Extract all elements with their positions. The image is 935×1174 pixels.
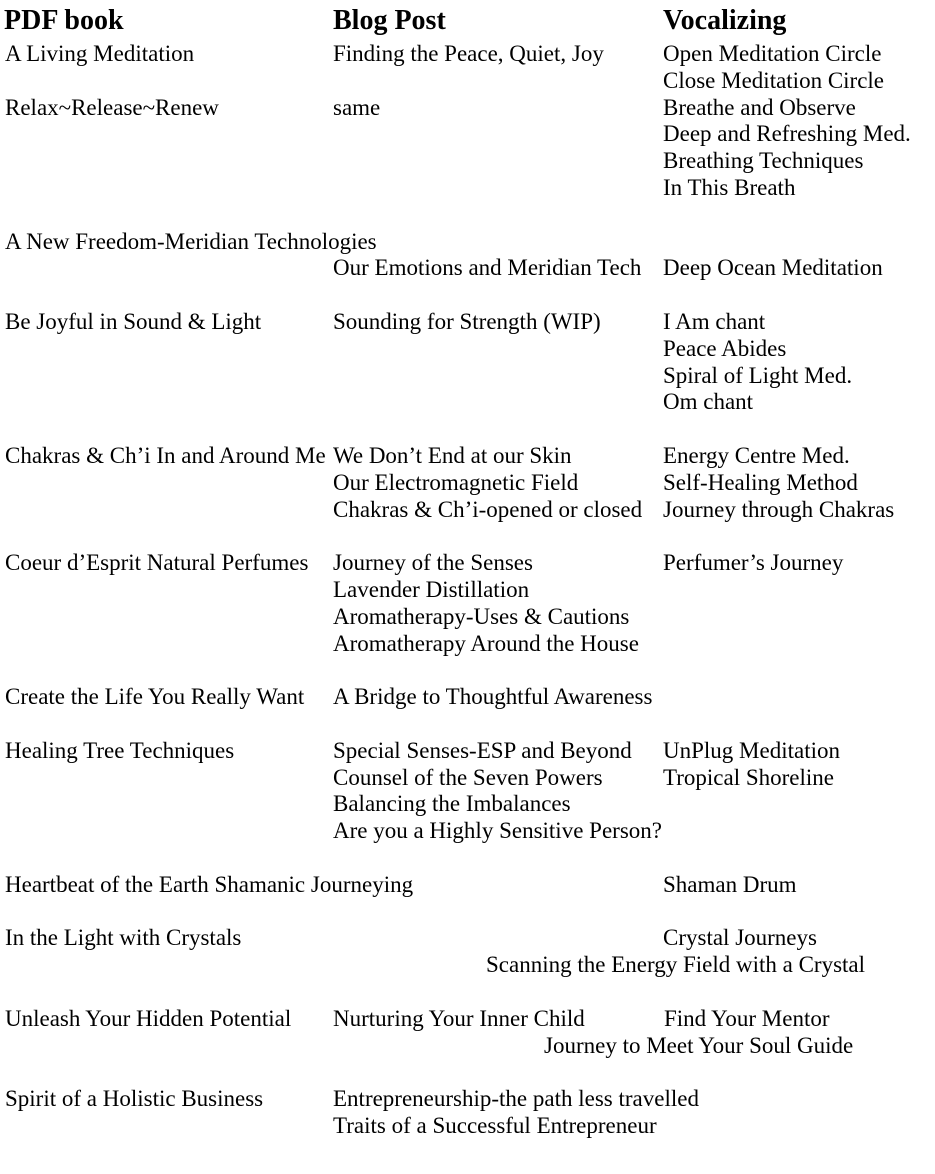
text-line-vocalizing: Self-Healing Method bbox=[663, 470, 858, 495]
text-line-pdf-book: A New Freedom-Meridian Technologies bbox=[5, 229, 377, 254]
text-line-vocalizing: Energy Centre Med. bbox=[663, 443, 850, 468]
text-line-pdf-book: Unleash Your Hidden Potential bbox=[5, 1006, 292, 1031]
text-line-pdf-book: Heartbeat of the Earth Shamanic Journeying bbox=[5, 872, 414, 897]
text-line-vocalizing: Breathe and Observe bbox=[663, 95, 856, 120]
text-line-blog-post: Chakras & Ch’i-opened or closed bbox=[333, 497, 643, 522]
text-line-vocalizing: Peace Abides bbox=[663, 336, 787, 361]
text-line-blog-post: Lavender Distillation bbox=[333, 577, 530, 602]
text-line-blog-post: Aromatherapy-Uses & Cautions bbox=[333, 604, 630, 629]
text-line-blog-post: Nurturing Your Inner Child bbox=[333, 1006, 585, 1031]
text-line-vocalizing: Journey to Meet Your Soul Guide bbox=[544, 1033, 854, 1058]
text-line-blog-post: Are you a Highly Sensitive Person? bbox=[333, 818, 662, 843]
text-line-pdf-book: Spirit of a Holistic Business bbox=[5, 1086, 264, 1111]
text-line-blog-post: Our Electromagnetic Field bbox=[333, 470, 579, 495]
text-line-pdf-book: Create the Life You Really Want bbox=[5, 684, 305, 709]
text-line-blog-post: Journey of the Senses bbox=[333, 550, 533, 575]
text-line-vocalizing: Journey through Chakras bbox=[663, 497, 895, 522]
text-line-blog-post: Sounding for Strength (WIP) bbox=[333, 309, 601, 334]
text-line-vocalizing: Close Meditation Circle bbox=[663, 68, 885, 93]
text-line-blog-post: A Bridge to Thoughtful Awareness bbox=[333, 684, 653, 709]
text-line-vocalizing: Deep Ocean Meditation bbox=[663, 255, 883, 280]
text-line-blog-post: Counsel of the Seven Powers bbox=[333, 765, 603, 790]
text-line-vocalizing: Spiral of Light Med. bbox=[663, 363, 853, 388]
text-line-vocalizing: Tropical Shoreline bbox=[663, 765, 834, 790]
column-header-vocalizing: Vocalizing bbox=[663, 5, 787, 36]
text-line-blog-post: Finding the Peace, Quiet, Joy bbox=[333, 41, 604, 66]
text-line-vocalizing: Deep and Refreshing Med. bbox=[663, 121, 911, 146]
text-line-pdf-book: A Living Meditation bbox=[5, 41, 195, 66]
text-line-vocalizing: Breathing Techniques bbox=[663, 148, 864, 173]
text-line-blog-post: We Don’t End at our Skin bbox=[333, 443, 572, 468]
text-line-vocalizing: Find Your Mentor bbox=[664, 1006, 830, 1031]
text-line-pdf-book: Be Joyful in Sound & Light bbox=[5, 309, 262, 334]
text-line-pdf-book: Relax~Release~Renew bbox=[5, 95, 219, 120]
text-line-blog-post: Special Senses-ESP and Beyond bbox=[333, 738, 632, 763]
text-line-blog-post: Our Emotions and Meridian Tech bbox=[333, 255, 642, 280]
text-line-blog-post: same bbox=[333, 95, 381, 120]
text-line-vocalizing: Scanning the Energy Field with a Crystal bbox=[486, 952, 866, 977]
text-line-vocalizing: In This Breath bbox=[663, 175, 796, 200]
column-header-pdf-book: PDF book bbox=[4, 5, 124, 36]
text-line-vocalizing: I Am chant bbox=[663, 309, 766, 334]
column-header-blog-post: Blog Post bbox=[333, 5, 446, 36]
text-line-blog-post: Aromatherapy Around the House bbox=[333, 631, 639, 656]
text-line-vocalizing: UnPlug Meditation bbox=[663, 738, 840, 763]
text-line-pdf-book: Chakras & Ch’i In and Around Me bbox=[5, 443, 326, 468]
text-line-vocalizing: Perfumer’s Journey bbox=[663, 550, 844, 575]
text-line-pdf-book: Coeur d’Esprit Natural Perfumes bbox=[5, 550, 309, 575]
text-line-pdf-book: Healing Tree Techniques bbox=[5, 738, 235, 763]
text-line-vocalizing: Crystal Journeys bbox=[663, 925, 817, 950]
text-line-blog-post: Traits of a Successful Entrepreneur bbox=[333, 1113, 657, 1138]
text-line-vocalizing: Om chant bbox=[663, 389, 754, 414]
text-line-vocalizing: Open Meditation Circle bbox=[663, 41, 882, 66]
text-line-vocalizing: Shaman Drum bbox=[663, 872, 797, 897]
text-line-blog-post: Entrepreneurship-the path less travelled bbox=[333, 1086, 699, 1111]
text-line-blog-post: Balancing the Imbalances bbox=[333, 791, 571, 816]
text-line-pdf-book: In the Light with Crystals bbox=[5, 925, 242, 950]
